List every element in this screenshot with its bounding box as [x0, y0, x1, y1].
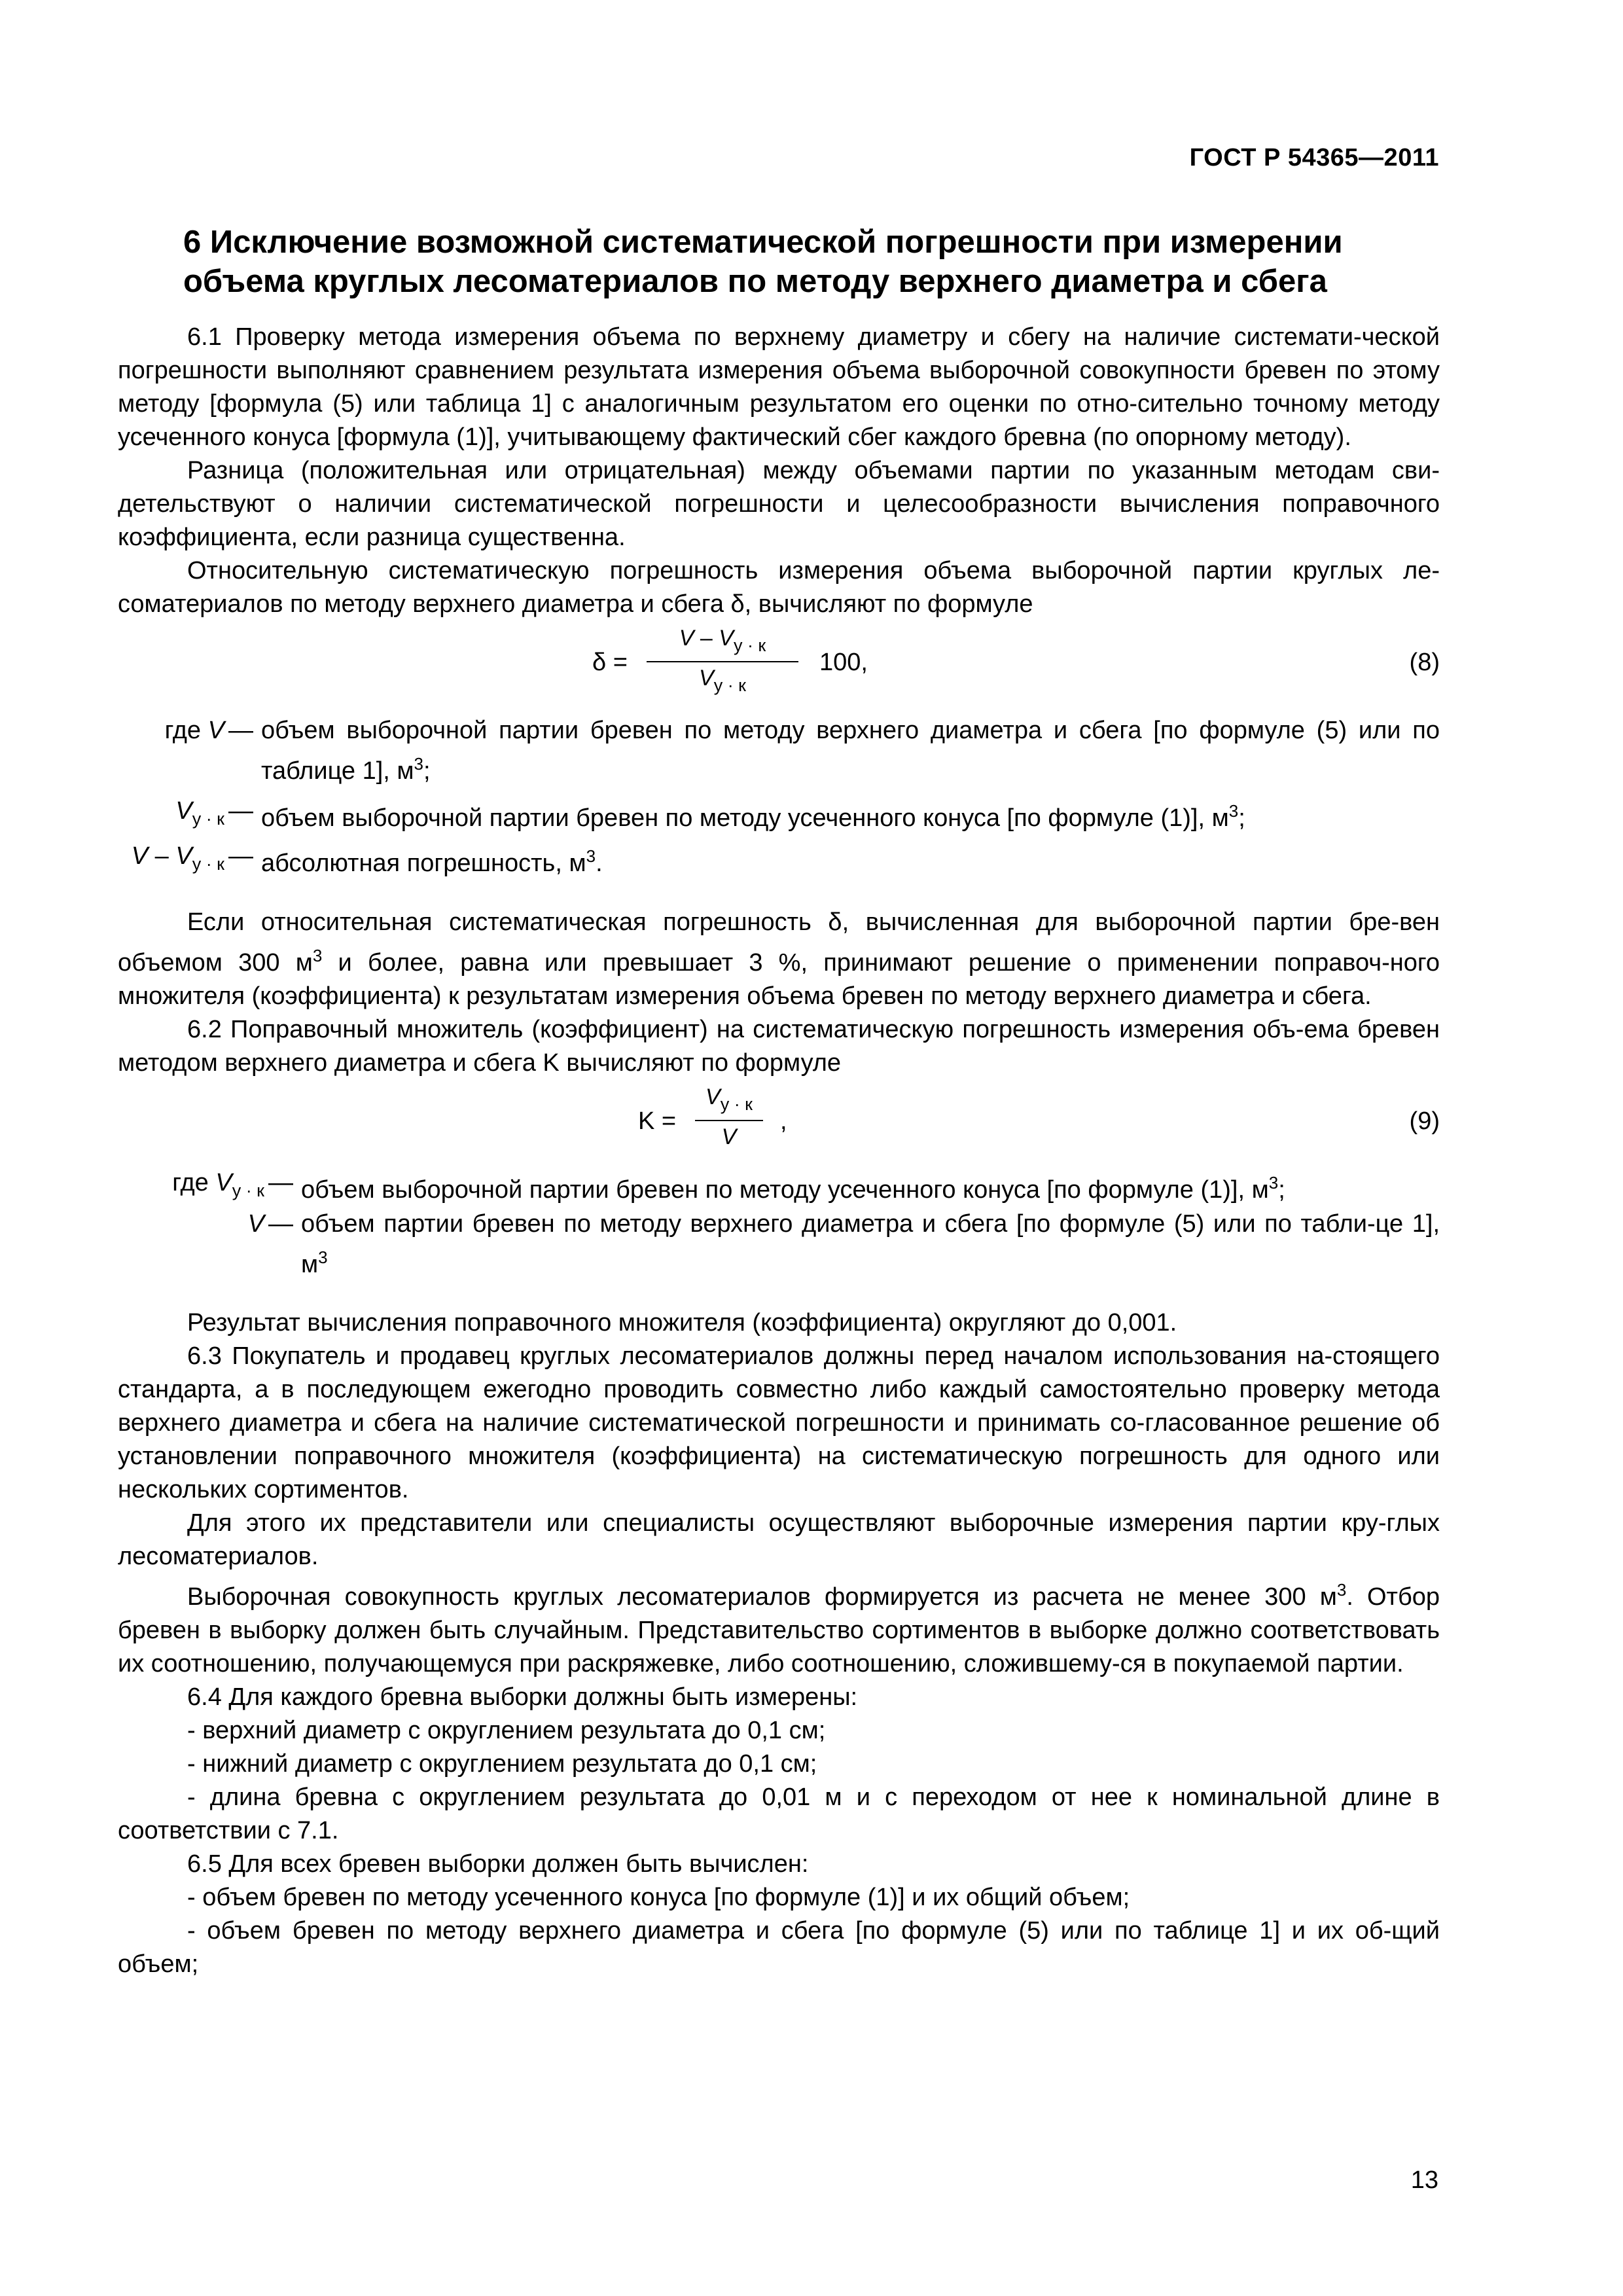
formula-8-num-sub: у · к	[733, 636, 766, 655]
legend-row	[118, 1166, 1440, 1208]
formula-9-lhs: K =	[638, 1107, 677, 1135]
list-item: - верхний диаметр с округлением результата до 0,1 см;	[187, 1717, 826, 1744]
formula-9-rhs: ,	[780, 1107, 787, 1135]
legend-text	[301, 1208, 1440, 1282]
paragraph-6-4: 6.4 Для каждого бревна выборки должны быть измерены:	[187, 1683, 858, 1711]
legend-where: где	[164, 717, 202, 744]
paragraph-6-1: 6.1 Проверку метода измерения объема по верхнему диаметру и сбегу на наличие системати-ческой погрешности выполняют сравнением результата измерения объема выборочной совокупности бревен по этому методу [формула (5) или таблица 1] с аналогичным результатом его оценки по отно-сительно точному методу усеченного конуса [формула (1)], учитывающему фактический сбег каждого бревна (по опорному методу).	[118, 323, 1440, 451]
legend-vyk: V	[215, 1169, 232, 1196]
legend-text	[301, 1166, 1440, 1207]
paragraph-difference: Разница (положительная или отрицательная) между объемами партии по указанным методам сви-детельствуют о наличии систематической погрешности и целесообразности вычисления поправочного коэффициента, если разница существенна.	[118, 457, 1440, 551]
spacer	[118, 886, 1440, 906]
formula-9-num-v: V	[705, 1085, 721, 1109]
legend-end: ;	[423, 757, 431, 785]
document-body	[118, 321, 1440, 1981]
legend-v: V	[247, 1210, 264, 1238]
section-title: 6 Исключение возможной систематической погрешности при измерении объема круглых лесоматериалов по методу верхнего диаметра и сбега	[183, 224, 1343, 299]
legend-text-vyk: объем выборочной партии бревен по методу усеченного конуса [по формуле (1)], м	[261, 804, 1229, 832]
legend-vyk-sub: у · к	[232, 1181, 264, 1200]
legend-text-vyk: объем выборочной партии бревен по методу усеченного конуса [по формуле (1)], м	[301, 1176, 1269, 1204]
formula-9-den-v: V	[721, 1124, 737, 1149]
spacer	[118, 1287, 1440, 1306]
list-item: - длина бревна с округлением результата до 0,01 м и с переходом от нее к номинальной длине в соответствии с 7.1.	[118, 1784, 1440, 1844]
formula-8-fraction	[647, 624, 798, 700]
legend-symbol	[118, 840, 224, 881]
legend-abs-vyk: V	[175, 842, 192, 870]
paragraph-if-exceeds	[118, 906, 1440, 1013]
formula-8	[118, 624, 1440, 709]
legend-text	[261, 840, 1440, 880]
standard-number: ГОСТ Р 54365—2011	[1189, 144, 1439, 171]
superscript-3: 3	[1268, 1173, 1279, 1193]
list-item: - объем бревен по методу усеченного конуса [по формуле (1)] и их общий объем;	[187, 1884, 1130, 1911]
legend-dash: —	[228, 842, 253, 870]
legend-vyk-sub: у · к	[192, 809, 224, 829]
superscript-3: 3	[318, 1247, 328, 1267]
superscript-3: 3	[586, 846, 596, 866]
legend-end: .	[596, 850, 603, 877]
legend-vyk: V	[175, 797, 192, 825]
paragraph-representatives: Для этого их представители или специалисты осуществляют выборочные измерения партии кру-глых лесоматериалов.	[118, 1509, 1440, 1570]
paragraph-sample	[118, 1573, 1440, 1681]
legend-text	[261, 714, 1440, 788]
paragraph-if-exceeds-a: Если относительная систематическая погрешность δ, вычисленная для выборочной партии бре-вен объемом 300 м	[118, 908, 1440, 977]
legend-symbol	[118, 795, 224, 836]
legend-dash: —	[228, 717, 253, 744]
formula-8-fraction-bar	[647, 661, 798, 662]
paragraph-relative-error: Относительную систематическую погрешность измерения объема выборочной партии круглых ле-соматериалов по методу верхнего диаметра и сбега δ, вычисляют по формуле	[118, 557, 1440, 618]
paragraph-6-3: 6.3 Покупатель и продавец круглых лесоматериалов должны перед началом использования на-стоящего стандарта, а в последующем ежегодно проводить совместно либо каждый самостоятельно проверку метода верхнего диаметра и сбега на наличие систематической погрешности и принимать со-гласованное решение об установлении поправочного множителя (коэффициента) на систематическую погрешность для одного или нескольких сортиментов.	[118, 1342, 1440, 1503]
superscript-3: 3	[414, 754, 423, 774]
legend-symbol	[118, 714, 224, 747]
legend-text-v: объем партии бревен по методу верхнего диаметра и сбега [по формуле (5) или по табли-це 1], м	[301, 1210, 1440, 1278]
legend-text	[261, 795, 1440, 835]
legend-text-v: объем выборочной партии бревен по методу верхнего диаметра и сбега [по формуле (5) или по таблице 1], м	[261, 717, 1440, 785]
legend-abs-v: V	[131, 842, 149, 870]
paragraph-sample-b: . Отбор бревен в выборку должен быть случайным. Представительство сортиментов в выборке должно соответствовать их соотношению, получающемуся при раскряжевке, либо соотношению, сложившему-ся в покупаемой партии.	[118, 1583, 1440, 1677]
formula-8-legend	[118, 714, 1440, 881]
formula-8-den-sub: у · к	[713, 675, 746, 695]
legend-end: ;	[1238, 804, 1245, 832]
legend-dash: —	[268, 1210, 293, 1238]
legend-dash: —	[228, 797, 253, 825]
legend-v: V	[207, 717, 224, 744]
formula-8-label: (8)	[1409, 649, 1440, 676]
paragraph-sample-a: Выборочная совокупность круглых лесоматериалов формируется из расчета не менее 300 м	[187, 1583, 1337, 1611]
list-item: - объем бревен по методу верхнего диаметра и сбега [по формуле (5) или по таблице 1] и их об-щий объем;	[118, 1917, 1440, 1978]
legend-row	[118, 1208, 1440, 1282]
legend-row	[118, 840, 1440, 881]
formula-8-lhs: δ =	[592, 649, 628, 676]
legend-row	[118, 714, 1440, 788]
superscript-3: 3	[312, 946, 323, 965]
paragraph-6-5: 6.5 Для всех бревен выборки должен быть вычислен:	[187, 1850, 809, 1878]
formula-8-num-v: V	[679, 626, 694, 651]
legend-text-abs: абсолютная погрешность, м	[261, 850, 586, 877]
formula-9-fraction-bar	[695, 1120, 763, 1121]
legend-symbol	[118, 1166, 264, 1208]
formula-9-denominator	[695, 1122, 763, 1151]
paragraph-6-2: 6.2 Поправочный множитель (коэффициент) на систематическую погрешность измерения объ-ема бревен методом верхнего диаметра и сбега K вычисляют по формуле	[118, 1016, 1440, 1077]
formula-8-numerator	[647, 624, 798, 660]
formula-8-denominator	[647, 664, 798, 700]
superscript-3: 3	[1336, 1580, 1347, 1600]
paragraph-if-exceeds-b: и более, равна или превышает 3 %, принимают решение о применении поправоч-ного множителя (коэффициента) к результатам измерения объема бревен по методу верхнего диаметра и сбега.	[118, 949, 1440, 1010]
formula-8-den-v: V	[699, 666, 714, 691]
legend-where: где	[172, 1169, 209, 1196]
formula-9-numerator	[695, 1083, 763, 1119]
formula-9	[118, 1083, 1440, 1161]
legend-end: ;	[1278, 1176, 1285, 1204]
page-number: 13	[1410, 2166, 1438, 2194]
paragraph-rounding: Результат вычисления поправочного множителя (коэффициента) округляют до 0,001.	[187, 1309, 1177, 1336]
formula-8-minus: –	[694, 626, 719, 651]
list-item: - нижний диаметр с округлением результата до 0,1 см;	[187, 1750, 817, 1778]
legend-row	[118, 795, 1440, 836]
formula-9-fraction	[695, 1083, 763, 1151]
legend-dash: —	[268, 1169, 293, 1196]
formula-9-num-sub: у · к	[720, 1094, 753, 1114]
formula-8-rhs: 100,	[819, 649, 868, 676]
formula-9-label: (9)	[1409, 1107, 1440, 1135]
legend-abs-sub: у · к	[192, 854, 224, 874]
superscript-3: 3	[1228, 801, 1239, 821]
legend-symbol	[118, 1208, 264, 1241]
formula-8-num-vy: V	[719, 626, 734, 651]
formula-9-legend	[118, 1166, 1440, 1282]
legend-abs-minus: –	[148, 842, 176, 870]
